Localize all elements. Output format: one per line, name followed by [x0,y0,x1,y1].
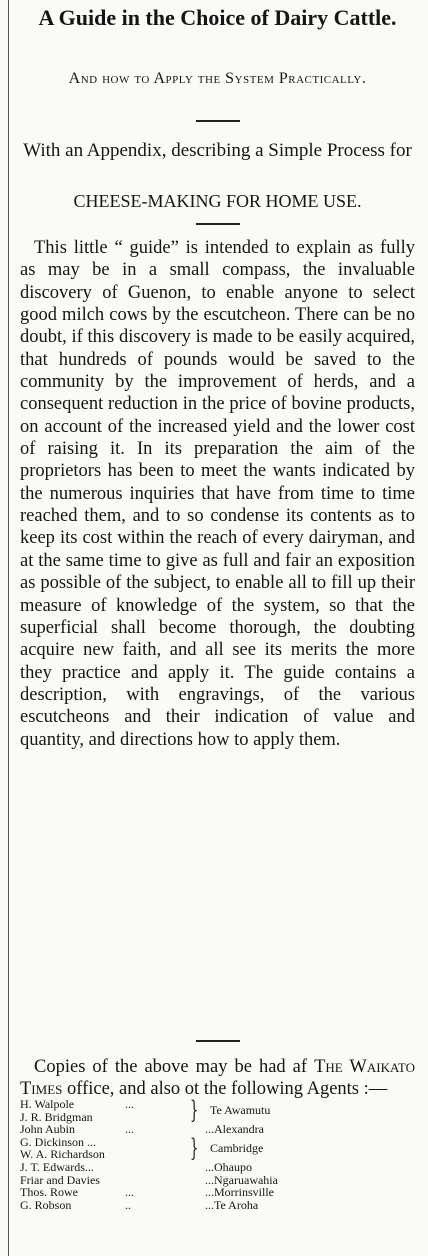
column-rule [8,0,9,1256]
agent-dots: ... [125,1097,134,1111]
advert-title: A Guide in the Choice of Dairy Cattle. [38,5,397,30]
agent-dots: ... [125,1185,134,1200]
agent-name: G. Robson [20,1197,72,1212]
agent-name: Thos. Rowe [20,1185,78,1200]
agent-name: J. R. Bridgman [20,1109,93,1124]
agent-place: ...Ohaupo [205,1160,252,1174]
copies-paragraph [20,1056,415,1100]
agent-place: ...Alexandra [205,1122,264,1137]
divider [196,120,240,122]
advert-subtitle: And how to Apply the System Practically. [68,70,367,87]
divider [196,223,240,225]
agent-place: Te Awamutu [210,1103,271,1117]
brace-symbol: } [190,1133,199,1162]
copies-text-after: office, and also ot the following Agents :— [62,1079,388,1099]
agent-dots: .. [125,1197,131,1212]
agent-place: ...Te Aroha [205,1197,259,1212]
agent-place: ...Ngaruawahia [205,1172,278,1187]
agent-name: John Aubin [20,1122,76,1137]
appendix-note: With an Appendix, describing a Simple Process for [23,140,412,161]
agent-name: W. A. Richardson [20,1147,105,1162]
agent-name: J. T. Edwards... [20,1160,94,1174]
agent-name: Friar and Davies [20,1172,100,1187]
agent-place: ...Morrinsville [205,1185,274,1200]
newspaper-office-name: The Waikato Times [20,1057,415,1099]
appendix-cheese-heading: CHEESE-MAKING FOR HOME USE. [73,191,362,211]
brace-symbol: } [190,1096,199,1124]
copies-text-before: Copies of the above may be had af [34,1057,315,1077]
body-paragraph: This little “ guide” is intended to explain as fully as may be in a small compass, the invaluable discovery of Guenon, to enable anyone to select good milch cows by the escutcheon. There can be no doubt, if this discovery is made to be easily acquired, that hundreds of pounds would be saved to the community by the improvement of herds, and a consequent reduction in the price of bovine products, on account of the increased yield and the lower cost of raising it. In its preparation the aim of the proprietors has been to meet the wants indicated by the numerous inquiries that have from time to time reached them, and to so condense its contents as to keep its cost within the reach of every dairyman, and at the same time to give as full and fair an exposition as possible of the subject, to enable all to fill up their measure of knowledge of the system, so that the superficial shall become thorough, the doubting acquire new faith, and all see its merits the more they practice and apply it. The guide contains a description, with engravings, of the various escutcheons and their indication of value and quantity, and directions how to apply them. [20,238,415,750]
agent-dots: ... [125,1122,134,1137]
divider [196,1040,240,1042]
agent-name: G. Dickinson ... [20,1134,96,1149]
agent-place: Cambridge [210,1140,264,1155]
agent-name: H. Walpole [20,1097,75,1111]
